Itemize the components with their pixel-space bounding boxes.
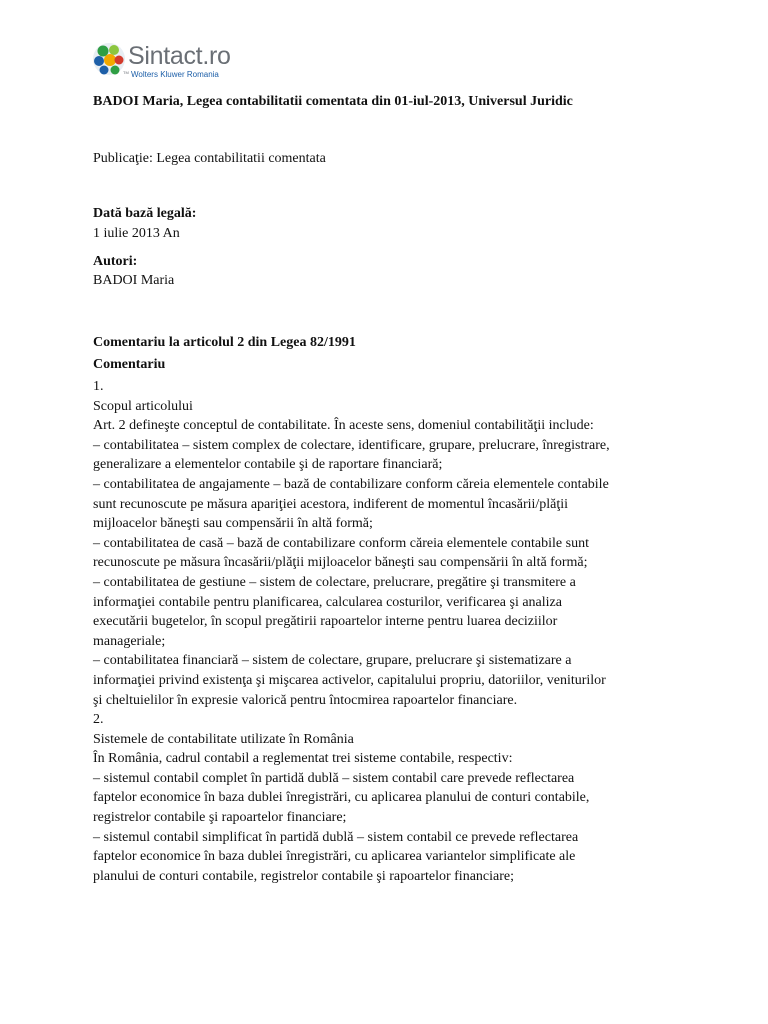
section-subheading: Comentariu: [93, 357, 166, 372]
body-line: – contabilitatea financiară – sistem de colectare, grupare, prelucrare şi sistematizare a: [93, 653, 572, 669]
body-line: planului de conturi contabile, registrelor contabile şi rapoartelor financiare;: [93, 868, 514, 884]
body-line: 1.: [93, 379, 104, 394]
body-line: faptelor economice în baza dublei înregistrări, cu aplicarea planului de conturi contabile,: [93, 790, 590, 806]
body-line: În România, cadrul contabil a reglementat trei sisteme contabile, respectiv:: [93, 751, 513, 767]
body-line: 2.: [93, 712, 104, 728]
body-line: – contabilitatea de casă – bază de contabilizare conform căreia elementele contabile sunt: [93, 535, 589, 551]
body-line: manageriale;: [93, 633, 166, 649]
body-line: – contabilitatea de angajamente – bază de contabilizare conform căreia elementele contabile: [93, 476, 609, 492]
commentary-body: [93, 377, 683, 886]
body-line: Art. 2 defineşte conceptul de contabilitate. În aceste sens, domeniul contabilităţii include:: [93, 418, 594, 434]
logo-tagline: Wolters Kluwer Romania: [131, 70, 219, 79]
authors-value: BADOI Maria: [93, 273, 175, 288]
body-line: registrelor contabile şi rapoartelor financiare;: [93, 810, 347, 826]
body-line: – contabilitatea – sistem complex de colectare, identificare, grupare, prelucrare, înregistrare,: [93, 437, 610, 453]
body-line: sunt recunoscute pe măsura apariţiei acestora, indiferent de momentul încasării/plăţii: [93, 496, 569, 512]
body-line: mijloacelor băneşti sau compensării în altă formă;: [93, 516, 373, 532]
body-line: executării bugetelor, în scopul pregătirii rapoartelor interne pentru luarea deciziilor: [93, 614, 558, 630]
body-line: informaţiei contabile pentru planificarea, calcularea costurilor, verificarea şi analiza: [93, 594, 562, 610]
body-line: generalizare a elementelor contabile şi de raportare financiară;: [93, 457, 443, 473]
body-line: recunoscute pe măsura încasării/plăţii mijloacelor băneşti sau compensării în altă formă;: [93, 555, 588, 571]
body-line: – sistemul contabil complet în partidă dublă – sistem contabil care prevede reflectarea: [93, 770, 575, 786]
globe-icon: [92, 42, 126, 76]
body-line: informaţiei privind existenţa şi mişcarea activelor, capitalului propriu, datoriilor, veniturilor: [93, 672, 606, 688]
publication-line: Publicaţie: Legea contabilitatii comentata: [93, 151, 326, 166]
body-line: Scopul articolului: [93, 398, 193, 414]
document-title: BADOI Maria, Legea contabilitatii comentata din 01-iul-2013, Universul Juridic: [93, 94, 573, 109]
body-line: – sistemul contabil simplificat în partidă dublă – sistem contabil ce prevede reflectarea: [93, 829, 579, 845]
legal-basis-label: Dată bază legală:: [93, 206, 197, 221]
body-line: faptelor economice în baza dublei înregistrări, cu aplicarea variantelor simplificate ale: [93, 849, 576, 865]
body-line: şi cheltuielilor în expresie valorică pentru întocmirea rapoartelor financiare.: [93, 692, 518, 708]
sintact-logo[interactable]: [92, 42, 272, 82]
trademark-mark: TM: [123, 70, 129, 75]
body-line: Sistemele de contabilitate utilizate în România: [93, 731, 354, 747]
authors-label: Autori:: [93, 254, 138, 269]
logo-brand-text: Sintact.ro: [128, 42, 231, 70]
body-line: – contabilitatea de gestiune – sistem de colectare, prelucrare, pregătire şi transmitere a: [93, 574, 576, 590]
section-heading: Comentariu la articolul 2 din Legea 82/1991: [93, 335, 356, 350]
legal-basis-value: 1 iulie 2013 An: [93, 226, 180, 241]
